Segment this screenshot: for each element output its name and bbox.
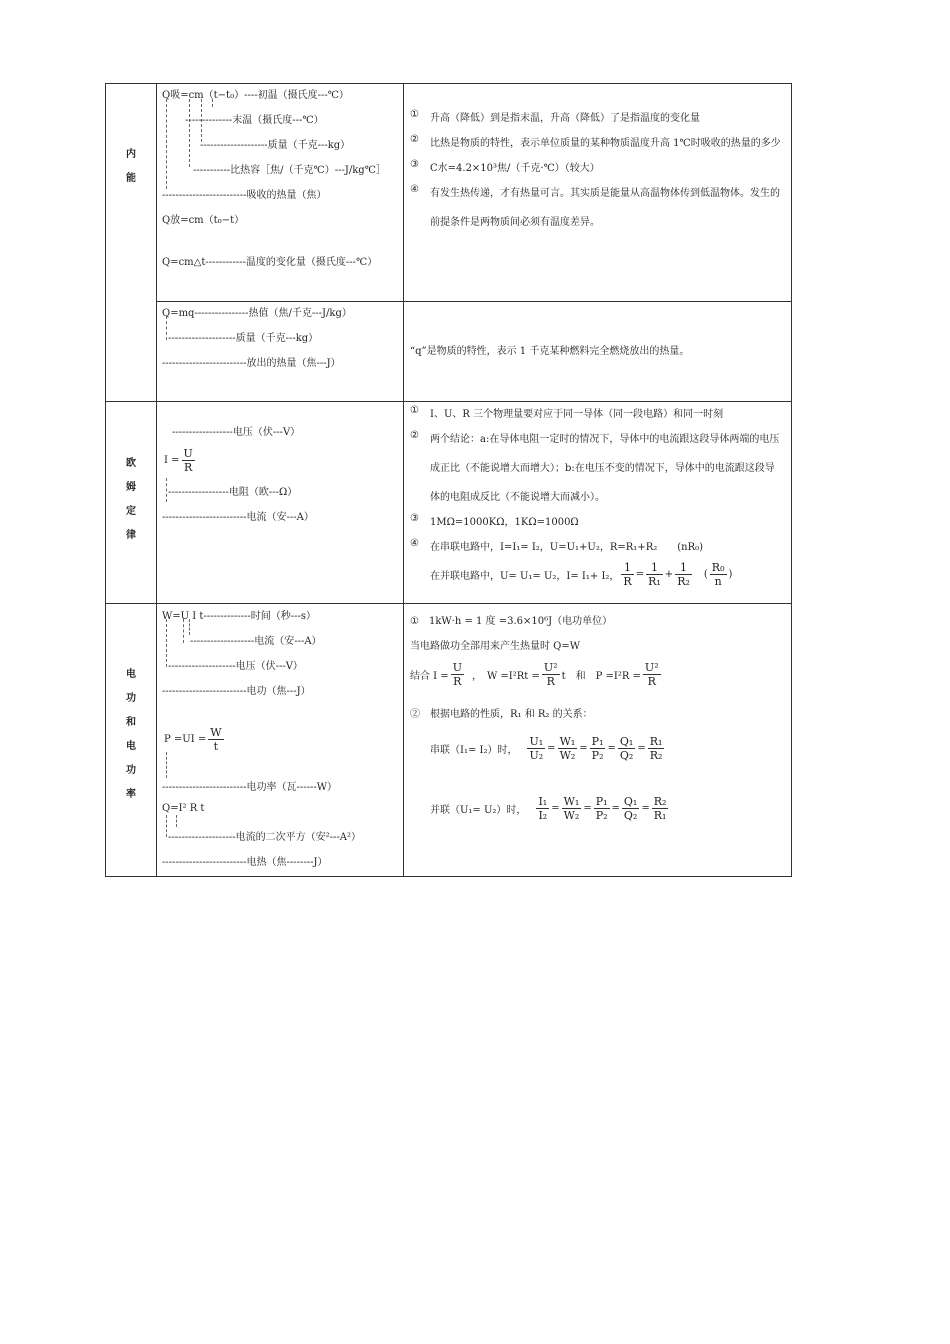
bracket-line — [189, 99, 190, 167]
note-number: ① — [410, 109, 419, 120]
note-text: 升高（降低）到是指末温，升高（降低）了是指温度的变化量 — [430, 113, 700, 124]
numerator: 1 — [621, 561, 633, 575]
denominator: n — [714, 575, 722, 588]
numerator: U — [183, 447, 193, 460]
title-char: 和 — [126, 717, 136, 728]
work-formula-line: --------------------电压（伏---V） — [168, 661, 303, 672]
numerator: 1 — [646, 561, 663, 575]
note-text: C水=4.2×10³焦/（千克·℃）（较大） — [430, 163, 600, 174]
note-number: ④ — [410, 184, 419, 195]
work-formula-line: Q=I² R t — [162, 803, 205, 814]
note-number: ③ — [410, 159, 419, 170]
note-text: 体的电阻成反比（不能说增大而减小）。 — [430, 492, 605, 503]
title-char: 功 — [126, 765, 136, 776]
equals-sign: = — [641, 803, 650, 814]
title-char: 功 — [126, 693, 136, 704]
numerator: P₁ — [595, 795, 608, 808]
work-formula-line: --------------------电流的二次平方（安²---A²） — [168, 832, 361, 843]
plus-sign: + — [664, 569, 674, 580]
denominator: P₂ — [591, 749, 604, 762]
fraction — [618, 735, 635, 762]
heat-formula-line: -------------------------吸收的热量（焦） — [162, 190, 327, 201]
parallel-circuit-formula — [430, 561, 732, 588]
fraction — [622, 795, 639, 822]
power-expression: t 和 P =I²R = — [561, 671, 641, 682]
equals-sign: = — [611, 803, 620, 814]
work-formula-line: -------------------------电热（焦--------J） — [162, 857, 328, 868]
note-text: 1MΩ=1000KΩ，1KΩ=1000Ω — [430, 517, 579, 528]
note-text: 比热是物质的特性，表示单位质量的某种物质温度升高 1℃时吸收的热量的多少 — [430, 138, 781, 149]
denominator: R — [623, 575, 632, 588]
numerator: R₁ — [649, 735, 663, 748]
equals-sign: = — [637, 743, 646, 754]
fraction — [652, 795, 669, 822]
title-char: 电 — [126, 669, 136, 680]
numerator: P₁ — [591, 735, 604, 748]
note-text: 两个结论：a:在导体电阻一定时的情况下，导体中的电流跟这段导体两端的电压 — [430, 434, 780, 445]
row-divider — [156, 301, 792, 302]
combine-text: 结合 I = — [410, 671, 449, 682]
denominator: R — [453, 675, 462, 688]
table-border-bottom — [105, 876, 792, 877]
note-text: ① 1kW·h = 1 度 =3.6×10⁶J（电功单位） — [410, 616, 613, 627]
work-formula-line: -------------------电流（安---A） — [190, 636, 322, 647]
ohm-formula-line: ------------------电压（伏---V） — [172, 427, 301, 438]
equation-lhs: I = — [164, 455, 180, 466]
table-border-top — [105, 83, 792, 84]
paren-close: ) — [728, 569, 733, 580]
fuel-note: “q”是物质的特性，表示 1 千克某种燃料完全燃烧放出的热量。 — [410, 346, 690, 357]
work-formula-line: W=U I t--------------时间（秒---s） — [162, 611, 316, 622]
denominator: R₂ — [677, 575, 690, 588]
parallel-label: 并联（U₁= U₂）时， — [430, 805, 527, 816]
work-expression: ， W =I²Rt = — [471, 671, 540, 682]
fraction — [594, 795, 610, 822]
equals-sign: = — [607, 743, 616, 754]
column-divider — [403, 83, 404, 877]
fraction — [643, 661, 661, 688]
title-char: 内 — [126, 149, 136, 160]
denominator: P₂ — [595, 809, 608, 822]
numerator: 1 — [675, 561, 692, 575]
heat-formula-line: Q吸=cm（t−t₀）----初温（摄氏度---℃） — [162, 90, 349, 101]
title-char: 欧 — [126, 458, 136, 469]
series-ratios — [525, 735, 666, 762]
series-ratio-formula — [430, 735, 666, 762]
numerator: W₁ — [563, 795, 580, 808]
numerator: Q₁ — [619, 735, 634, 748]
denominator: W₂ — [563, 809, 580, 822]
numerator: Q₁ — [623, 795, 638, 808]
numerator: W₁ — [559, 735, 576, 748]
fraction — [621, 561, 633, 588]
fraction — [558, 735, 578, 762]
fuel-formula-line: -------------------------放出的热量（焦---J） — [162, 358, 341, 369]
power-formula-equation — [164, 726, 226, 753]
equals-sign: = — [551, 803, 560, 814]
denominator: R₁ — [653, 809, 667, 822]
column-divider — [156, 83, 157, 877]
denominator: Q₂ — [623, 809, 638, 822]
fraction — [451, 661, 464, 688]
numerator: U² — [644, 661, 659, 674]
fuel-formula-line: --------------------质量（千克---kg） — [168, 333, 319, 344]
bracket-line — [166, 815, 167, 837]
title-char: 律 — [126, 530, 136, 541]
parallel-ratios — [534, 795, 670, 822]
heat-formula-line: --------------------质量（千克---kg） — [200, 140, 351, 151]
fraction — [562, 795, 582, 822]
note-text: ② 根据电路的性质，R₁ 和 R₂ 的关系： — [410, 709, 593, 720]
bracket-line — [166, 478, 167, 502]
heat-formula-line: Q放=cm（t₀−t） — [162, 215, 245, 226]
numerator: W — [210, 726, 222, 739]
note-text: 在串联电路中，I=I₁= I₂，U=U₁+U₂，R=R₁+R₂ (nR₀) — [430, 542, 704, 553]
denominator: R — [184, 461, 193, 474]
bracket-line — [166, 316, 167, 340]
parallel-ratio-formula — [430, 795, 670, 822]
fraction — [675, 561, 692, 588]
work-formula-line: -------------------------电功率（瓦------W） — [162, 782, 338, 793]
bracket-line — [166, 99, 167, 189]
heat-formula-line: Q=cm△t------------温度的变化量（摄氏度---℃） — [162, 257, 378, 268]
fraction — [536, 795, 549, 822]
note-number: ④ — [410, 538, 419, 549]
note-text: 有发生热传递，才有热量可言。其实质是能量从高温物体传到低温物体。发生的 — [430, 188, 780, 199]
bracket-line — [166, 752, 167, 778]
heat-formula-line: --------------末温（摄氏度---℃） — [185, 115, 324, 126]
numerator: I₁ — [538, 795, 548, 808]
denominator: U₂ — [529, 749, 544, 762]
denominator: W₂ — [559, 749, 576, 762]
ohm-formula-line: -------------------------电流（安---A） — [162, 512, 314, 523]
table-border-left — [105, 83, 106, 877]
title-char: 率 — [126, 789, 136, 800]
numerator: U — [452, 661, 462, 674]
denominator: I₂ — [538, 809, 548, 822]
parallel-text: 在并联电路中，U= U₁= U₂，I= I₁+ I₂， — [430, 571, 620, 582]
fraction — [590, 735, 606, 762]
note-text: I、U、R 三个物理量要对应于同一导体（同一段电路）和同一时刻 — [430, 409, 724, 420]
equals-sign: = — [547, 743, 556, 754]
note-text: 当电路做功全部用来产生热量时 Q=W — [410, 641, 581, 652]
numerator: R₀ — [711, 561, 725, 574]
combined-formula — [410, 661, 663, 688]
fraction — [527, 735, 545, 762]
denominator: R — [647, 675, 656, 688]
bracket-line — [166, 619, 167, 667]
fraction — [542, 661, 560, 688]
numerator: R₂ — [653, 795, 667, 808]
section-title-internal-energy — [124, 150, 138, 198]
numerator: U₁ — [529, 735, 544, 748]
denominator: R₁ — [648, 575, 661, 588]
fraction — [208, 726, 223, 753]
fraction — [710, 561, 727, 588]
section-title-electric-power — [124, 670, 138, 814]
paren-open: ( — [703, 569, 708, 580]
note-text: 前提条件是两物质间必须有温度差异。 — [430, 217, 600, 228]
title-char: 姆 — [126, 482, 136, 493]
note-number: ① — [410, 405, 419, 416]
denominator: R₂ — [649, 749, 663, 762]
work-formula-line: -------------------------电功（焦---J） — [162, 686, 311, 697]
fraction — [646, 561, 663, 588]
numerator: U² — [543, 661, 558, 674]
bracket-line — [176, 815, 177, 827]
title-char: 电 — [126, 741, 136, 752]
table-border-right — [791, 83, 792, 877]
row-divider — [105, 401, 792, 402]
bracket-line — [212, 99, 213, 107]
equals-sign: = — [635, 569, 645, 580]
equation-lhs: P =UI = — [164, 734, 207, 745]
note-number: ③ — [410, 513, 419, 524]
bracket-line — [183, 619, 184, 643]
section-title-ohms-law — [124, 459, 138, 555]
series-label: 串联（I₁= I₂）时， — [430, 745, 518, 756]
fraction — [648, 735, 665, 762]
title-char: 能 — [126, 173, 136, 184]
note-text: 成正比（不能说增大而增大）；b:在电压不变的情况下，导体中的电流跟这段导 — [430, 463, 775, 474]
fuel-formula-line: Q=mq----------------热值（焦/千克---J/kg） — [162, 308, 352, 319]
denominator: R — [546, 675, 555, 688]
row-divider — [105, 603, 792, 604]
ohm-formula-line: ------------------电阻（欧---Ω） — [168, 487, 298, 498]
denominator: Q₂ — [619, 749, 634, 762]
note-number: ② — [410, 430, 419, 441]
heat-formula-line: -----------比热容［焦/（千克℃）---J/kg℃］ — [193, 165, 386, 176]
title-char: 定 — [126, 506, 136, 517]
ohm-formula-equation — [164, 447, 197, 474]
note-number: ② — [410, 134, 419, 145]
equals-sign: = — [583, 803, 592, 814]
equals-sign: = — [579, 743, 588, 754]
fraction — [182, 447, 195, 474]
denominator: t — [213, 740, 219, 753]
